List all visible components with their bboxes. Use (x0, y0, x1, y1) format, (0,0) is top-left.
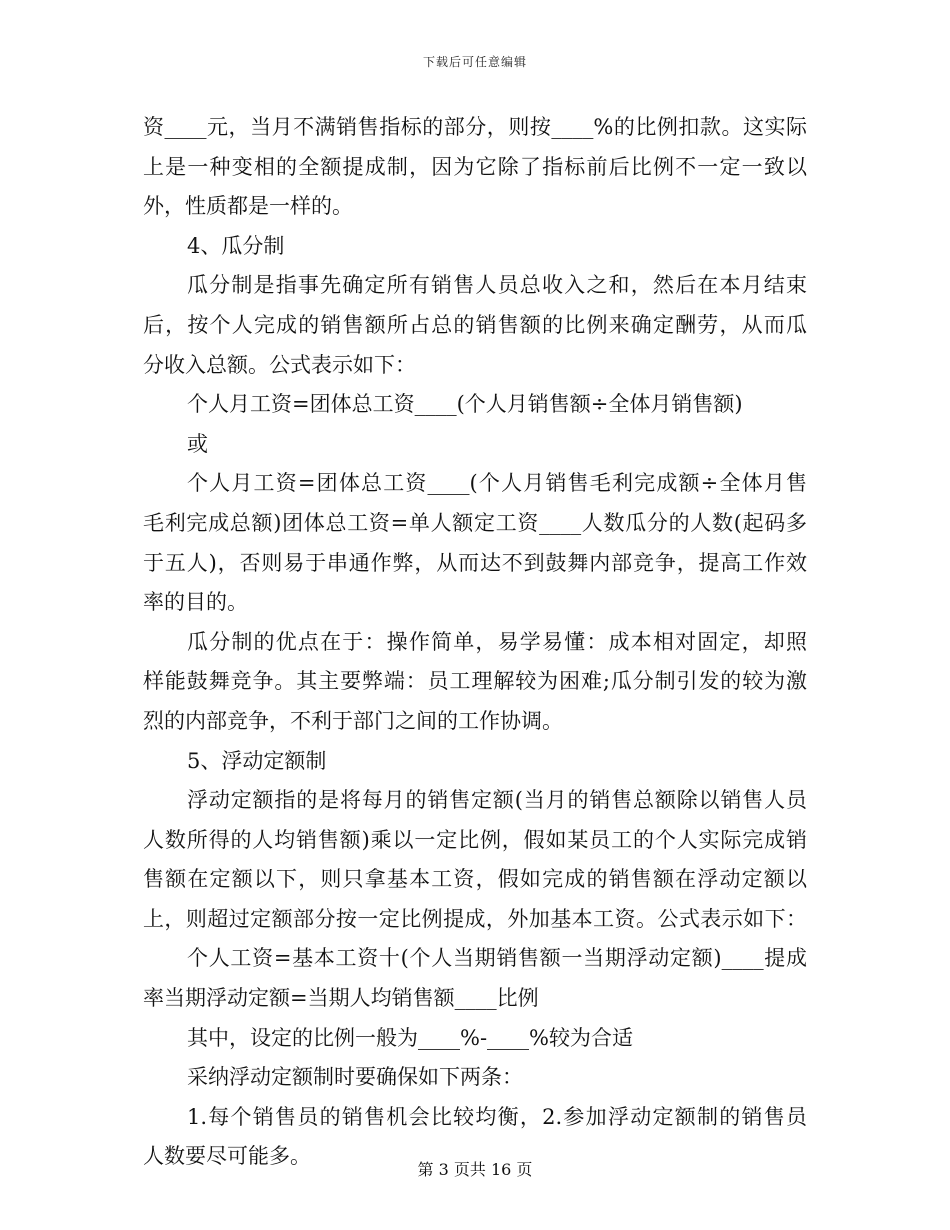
document-body (143, 108, 807, 1177)
text-line: 上，则超过定额部分按一定比例提成，外加基本工资。公式表示如下： (143, 906, 807, 931)
text-line: 或 (187, 431, 208, 456)
text-line: 采纳浮动定额制时要确保如下两条： (187, 1065, 523, 1090)
text-line: 5、浮动定额制 (187, 748, 327, 773)
text-line: 瓜分制是指事先确定所有销售人员总收入之和，然后在本月结束 (187, 273, 807, 298)
text-line: 上是一种变相的全额提成制，因为它除了指标前后比例不一定一致以 (143, 154, 807, 179)
text-line: 分收入总额。公式表示如下： (143, 352, 416, 377)
text-line: 样能鼓舞竞争。其主要弊端：员工理解较为困难;瓜分制引发的较为激 (143, 669, 807, 694)
page-header: 下载后可任意编辑 (422, 55, 527, 69)
text-line: 浮动定额指的是将每月的销售定额(当月的销售总额除以销售人员 (187, 788, 807, 813)
text-line: 毛利完成总额)团体总工资=单人额定工资____人数瓜分的人数(起码多 (143, 510, 807, 535)
page-footer: 第 3 页共 16 页 (417, 1160, 533, 1179)
text-line: 其中，设定的比例一般为____%-____%较为合适 (187, 1025, 634, 1050)
text-line: 4、瓜分制 (187, 233, 285, 258)
text-line: 率当期浮动定额=当期人均销售额____比例 (143, 986, 539, 1011)
text-line: 1.每个销售员的销售机会比较均衡，2.参加浮动定额制的销售员 (187, 1104, 807, 1129)
text-line: 人数要尽可能多。 (143, 1144, 311, 1169)
text-line: 烈的内部竞争，不利于部门之间的工作协调。 (143, 708, 563, 733)
text-line: 瓜分制的优点在于：操作简单，易学易懂：成本相对固定，却照 (187, 629, 807, 654)
text-line: 率的目的。 (143, 590, 248, 615)
text-line: 个人月工资=团体总工资____(个人月销售额÷全体月销售额) (187, 392, 743, 417)
text-line: 资____元，当月不满销售指标的部分，则按____%的比例扣款。这实际 (143, 115, 807, 139)
text-line: 售额在定额以下，则只拿基本工资，假如完成的销售额在浮动定额以 (143, 867, 807, 892)
text-line: 后，按个人完成的销售额所占总的销售额的比例来确定酬劳，从而瓜 (143, 312, 807, 337)
text-line: 外，性质都是一样的。 (143, 194, 353, 219)
text-line: 个人工资=基本工资十(个人当期销售额一当期浮动定额)____提成 (187, 946, 807, 971)
text-line: 人数所得的人均销售额)乘以一定比例，假如某员工的个人实际完成销 (143, 827, 807, 852)
text-line: 个人月工资=团体总工资____(个人月销售毛利完成额÷全体月售 (187, 471, 807, 496)
text-line: 于五人)，否则易于串通作弊，从而达不到鼓舞内部竞争，提高工作效 (143, 550, 807, 575)
